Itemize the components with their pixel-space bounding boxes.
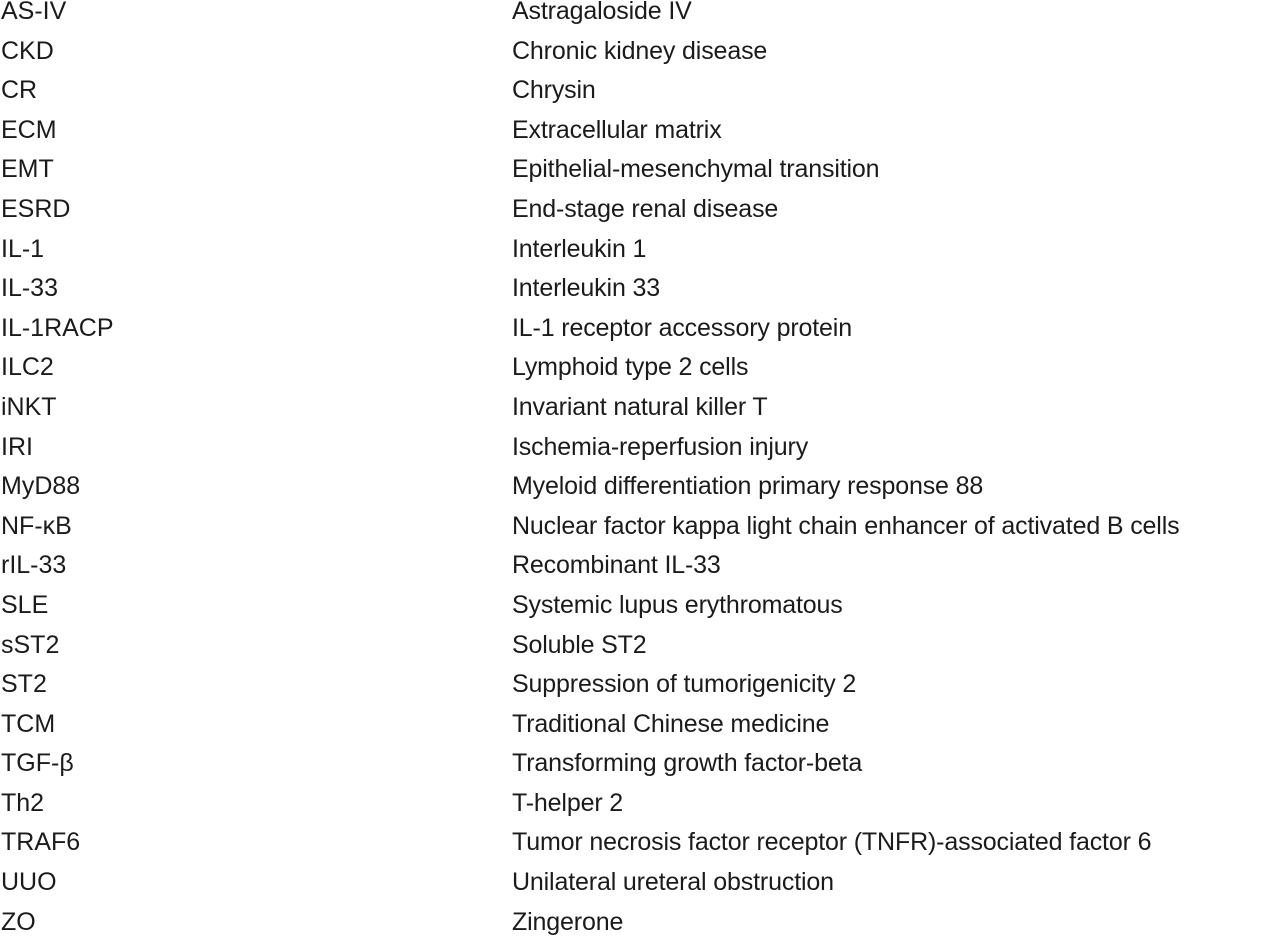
abbreviation-term: AS-IV bbox=[1, 0, 67, 25]
abbreviation-definition: Traditional Chinese medicine bbox=[512, 709, 830, 738]
abbreviation-definition: Systemic lupus erythromatous bbox=[512, 590, 843, 619]
abbreviation-term: CR bbox=[1, 76, 38, 105]
abbreviation-row bbox=[0, 546, 1277, 586]
abbreviation-row bbox=[0, 309, 1277, 349]
abbreviation-definition: Extracellular matrix bbox=[512, 115, 722, 144]
abbreviation-term: IL-33 bbox=[1, 274, 58, 303]
abbreviation-definition: Astragaloside IV bbox=[512, 0, 692, 25]
abbreviation-row bbox=[0, 428, 1277, 468]
abbreviation-row bbox=[0, 190, 1277, 230]
abbreviation-definition: Chrysin bbox=[512, 76, 596, 105]
abbreviation-row bbox=[0, 0, 1277, 32]
abbreviation-row bbox=[0, 507, 1277, 547]
abbreviation-term: Th2 bbox=[1, 788, 45, 817]
abbreviation-term: TRAF6 bbox=[1, 828, 81, 857]
abbreviation-row bbox=[0, 863, 1277, 903]
abbreviation-definition: Myeloid differentiation primary response 88 bbox=[512, 472, 984, 501]
abbreviation-row bbox=[0, 744, 1277, 784]
abbreviation-definition: Nuclear factor kappa light chain enhancer of activated B cells bbox=[512, 511, 1180, 540]
abbreviation-row bbox=[0, 230, 1277, 270]
abbreviation-definition: Chronic kidney disease bbox=[512, 36, 768, 65]
abbreviation-row bbox=[0, 150, 1277, 190]
abbreviation-definition: IL-1 receptor accessory protein bbox=[512, 313, 852, 342]
abbreviation-term: ESRD bbox=[1, 194, 71, 223]
abbreviation-definition: Recombinant IL-33 bbox=[512, 551, 721, 580]
abbreviation-term: iNKT bbox=[1, 392, 57, 421]
abbreviation-term: TCM bbox=[1, 709, 56, 738]
abbreviation-definition: End-stage renal disease bbox=[512, 194, 779, 223]
abbreviation-term: CKD bbox=[1, 36, 54, 65]
abbreviation-row bbox=[0, 586, 1277, 626]
abbreviation-row bbox=[0, 111, 1277, 151]
abbreviation-term: SLE bbox=[1, 590, 49, 619]
abbreviation-row bbox=[0, 823, 1277, 863]
abbreviation-row bbox=[0, 269, 1277, 309]
abbreviation-row bbox=[0, 32, 1277, 72]
abbreviation-term: rIL-33 bbox=[1, 551, 67, 580]
abbreviation-definition: Interleukin 1 bbox=[512, 234, 647, 263]
abbreviation-row bbox=[0, 784, 1277, 824]
abbreviation-definition: Interleukin 33 bbox=[512, 274, 660, 303]
abbreviation-term: NF-κB bbox=[1, 511, 72, 540]
abbreviation-definition: Transforming growth factor-beta bbox=[512, 749, 863, 778]
abbreviation-term: ILC2 bbox=[1, 353, 54, 382]
abbreviation-definition: T-helper 2 bbox=[512, 788, 624, 817]
abbreviation-definition: Lymphoid type 2 cells bbox=[512, 353, 749, 382]
abbreviation-row bbox=[0, 903, 1277, 942]
abbreviation-definition: Invariant natural killer T bbox=[512, 392, 768, 421]
abbreviation-term: ECM bbox=[1, 115, 57, 144]
abbreviation-term: UUO bbox=[1, 868, 57, 897]
abbreviation-row bbox=[0, 467, 1277, 507]
abbreviation-definition: Zingerone bbox=[512, 907, 624, 936]
abbreviation-term: MyD88 bbox=[1, 472, 81, 501]
abbreviation-definition: Epithelial-mesenchymal transition bbox=[512, 155, 880, 184]
abbreviation-row bbox=[0, 388, 1277, 428]
abbreviation-term: sST2 bbox=[1, 630, 60, 659]
abbreviation-definition: Ischemia-reperfusion injury bbox=[512, 432, 809, 461]
abbreviation-term: IRI bbox=[1, 432, 33, 461]
abbreviation-term: TGF-β bbox=[1, 749, 74, 778]
abbreviation-term: ZO bbox=[1, 907, 36, 936]
abbreviation-row bbox=[0, 665, 1277, 705]
abbreviation-term: IL-1 bbox=[1, 234, 45, 263]
abbreviation-row bbox=[0, 348, 1277, 388]
abbreviation-definition: Tumor necrosis factor receptor (TNFR)-associated factor 6 bbox=[512, 828, 1152, 857]
abbreviation-term: EMT bbox=[1, 155, 54, 184]
abbreviation-definition: Unilateral ureteral obstruction bbox=[512, 868, 834, 897]
abbreviation-term: IL-1RACP bbox=[1, 313, 114, 342]
abbreviation-definition: Suppression of tumorigenicity 2 bbox=[512, 670, 857, 699]
abbreviation-row bbox=[0, 71, 1277, 111]
abbreviation-row bbox=[0, 705, 1277, 745]
abbreviation-definition: Soluble ST2 bbox=[512, 630, 647, 659]
abbreviation-row bbox=[0, 626, 1277, 666]
abbreviation-term: ST2 bbox=[1, 670, 47, 699]
